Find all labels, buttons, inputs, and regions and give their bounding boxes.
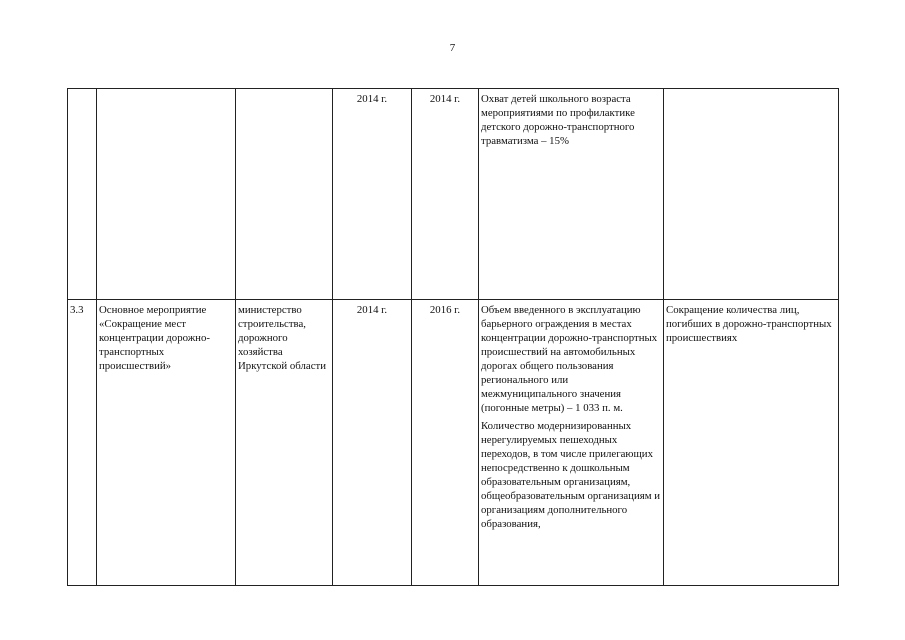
measures-table — [67, 88, 839, 586]
table-row — [68, 300, 839, 586]
result-cell: Сокращение количества лиц, погибших в дорожно-транспортных происшествиях — [664, 300, 839, 586]
end-year-cell: 2014 г. — [412, 89, 479, 300]
indicator-cell — [479, 300, 664, 586]
page-number: 7 — [449, 42, 456, 54]
event-cell: Основное мероприятие «Сокращение мест концентрации дорожно-транспортных происшествий» — [97, 300, 236, 586]
indicator-text: Охват детей школьного возраста мероприятиями по профилактике детского дорожно-транспортного травматизма – 15% — [481, 93, 635, 147]
indicator-text: Количество модернизированных нерегулируемых пешеходных переходов, в том числе прилегающих непосредственно к дошкольным образовательным организациям, общеобразовательным организациям и организациям дополнительного образования, — [481, 420, 660, 530]
result-cell — [664, 89, 839, 300]
end-year-cell: 2016 г. — [412, 300, 479, 586]
start-year-cell: 2014 г. — [333, 300, 412, 586]
executor-cell — [236, 89, 333, 300]
row-number-cell — [68, 89, 97, 300]
executor-cell: министерство строительства, дорожного хозяйства Иркутской области — [236, 300, 333, 586]
start-year-cell: 2014 г. — [333, 89, 412, 300]
row-number-cell: 3.3 — [68, 300, 97, 586]
event-cell — [97, 89, 236, 300]
indicator-text: Объем введенного в эксплуатацию барьерного ограждения в местах концентрации дорожно-транспортных происшествий на автомобильных дорогах общего пользования регионального или межмуниципального значения (погонные метры) – 1 033 п. м. — [481, 304, 658, 414]
indicator-cell — [479, 89, 664, 300]
table-row — [68, 89, 839, 300]
